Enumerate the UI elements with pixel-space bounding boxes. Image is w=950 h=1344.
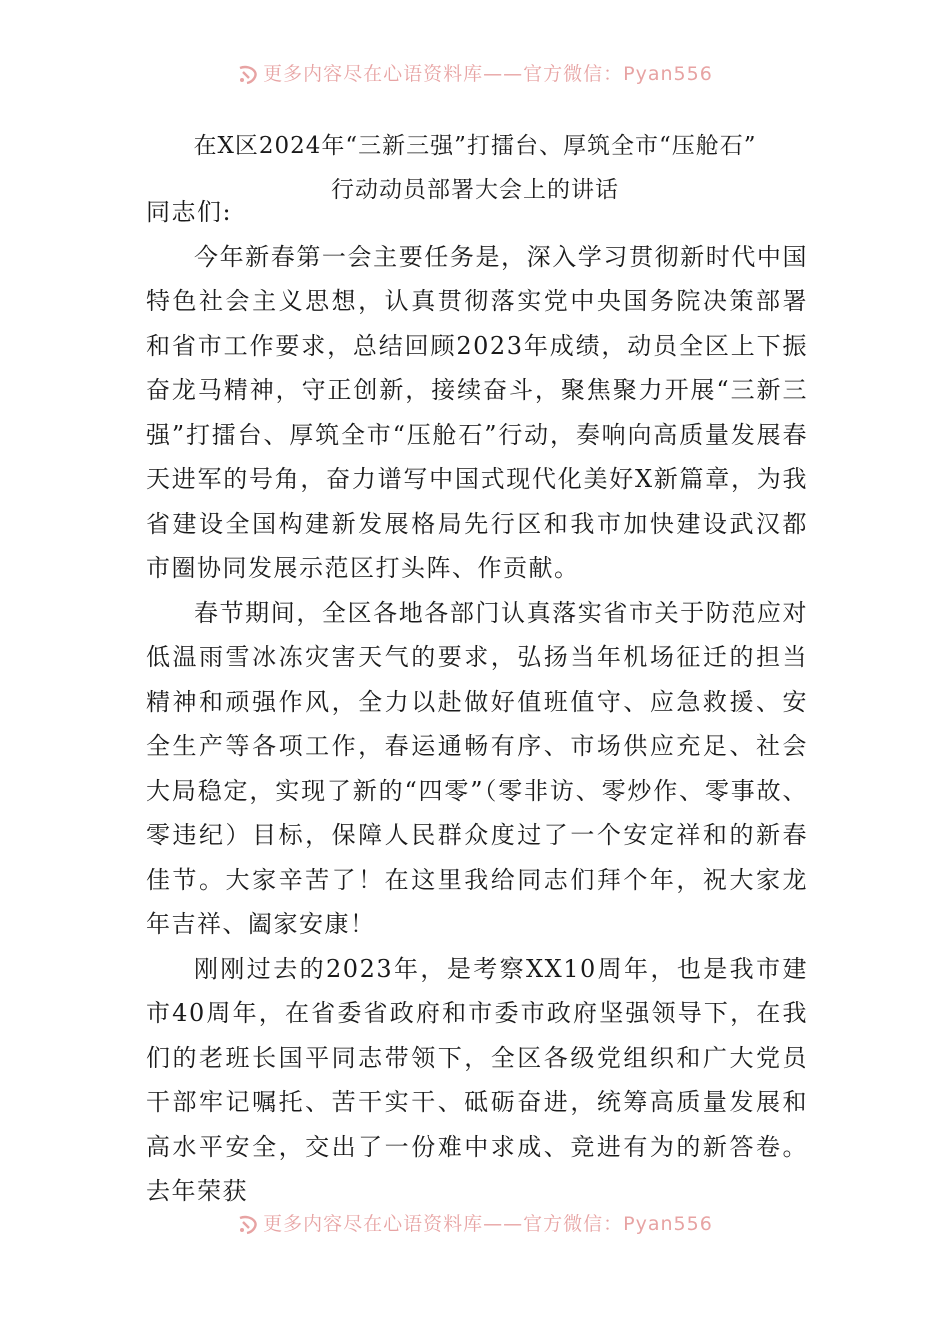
watermark-text: 更多内容尽在心语资料库——官方微信：Pyan556 bbox=[263, 63, 713, 85]
paragraph-2: 春节期间，全区各地各部门认真落实省市关于防范应对低温雨雪冰冻灾害天气的要求，弘扬当年机场征迁的担当精神和顽强作风，全力以赴做好值班值守、应急救援、安全生产等各项工作，春运通畅有序、市场供应充足、社会大局稳定，实现了新的“四零”（零非访、零炒作、零事故、零违纪）目标，保障人民群众度过了一个安定祥和的新春佳节。大家辛苦了！在这里我给同志们拜个年，祝大家龙年吉祥、阖家安康！ bbox=[146, 598, 808, 938]
watermark-header bbox=[0, 62, 950, 86]
document-title-line-1: 在X区2024年“三新三强”打擂台、厚筑全市“压舱石” bbox=[193, 133, 757, 159]
paragraph-1: 今年新春第一会主要任务是，深入学习贯彻新时代中国特色社会主义思想，认真贯彻落实党中央国务院决策部署和省市工作要求，总结回顾2023年成绩，动员全区上下振奋龙马精神，守正创新，接续奋斗，聚焦聚力开展“三新三强”打擂台、厚筑全市“压舱石”行动，奏响向高质量发展春天进军的号角，奋力谱写中国式现代化美好X新篇章，为我省建设全国构建新发展格局先行区和我市加快建设武汉都市圈协同发展示范区打头阵、作贡献。 bbox=[146, 242, 808, 582]
watermark-text: 更多内容尽在心语资料库——官方微信：Pyan556 bbox=[263, 1213, 713, 1235]
watermark-logo-icon bbox=[237, 1214, 259, 1236]
document-title-line-2: 行动动员部署大会上的讲话 bbox=[331, 177, 619, 203]
paragraph-3: 刚刚过去的2023年，是考察XX10周年，也是我市建市40周年，在省委省政府和市委市政府坚强领导下，在我们的老班长国平同志带领下，全区各级党组织和广大党员干部牢记嘱托、苦干实干、砥砺奋进，统筹高质量发展和高水平安全，交出了一份难中求成、竞进有为的新答卷。去年荣获 bbox=[146, 954, 808, 1205]
watermark-logo-icon bbox=[237, 64, 259, 86]
watermark-footer bbox=[0, 1212, 950, 1236]
document-body bbox=[146, 190, 808, 1214]
salutation: 同志们: bbox=[146, 198, 233, 226]
